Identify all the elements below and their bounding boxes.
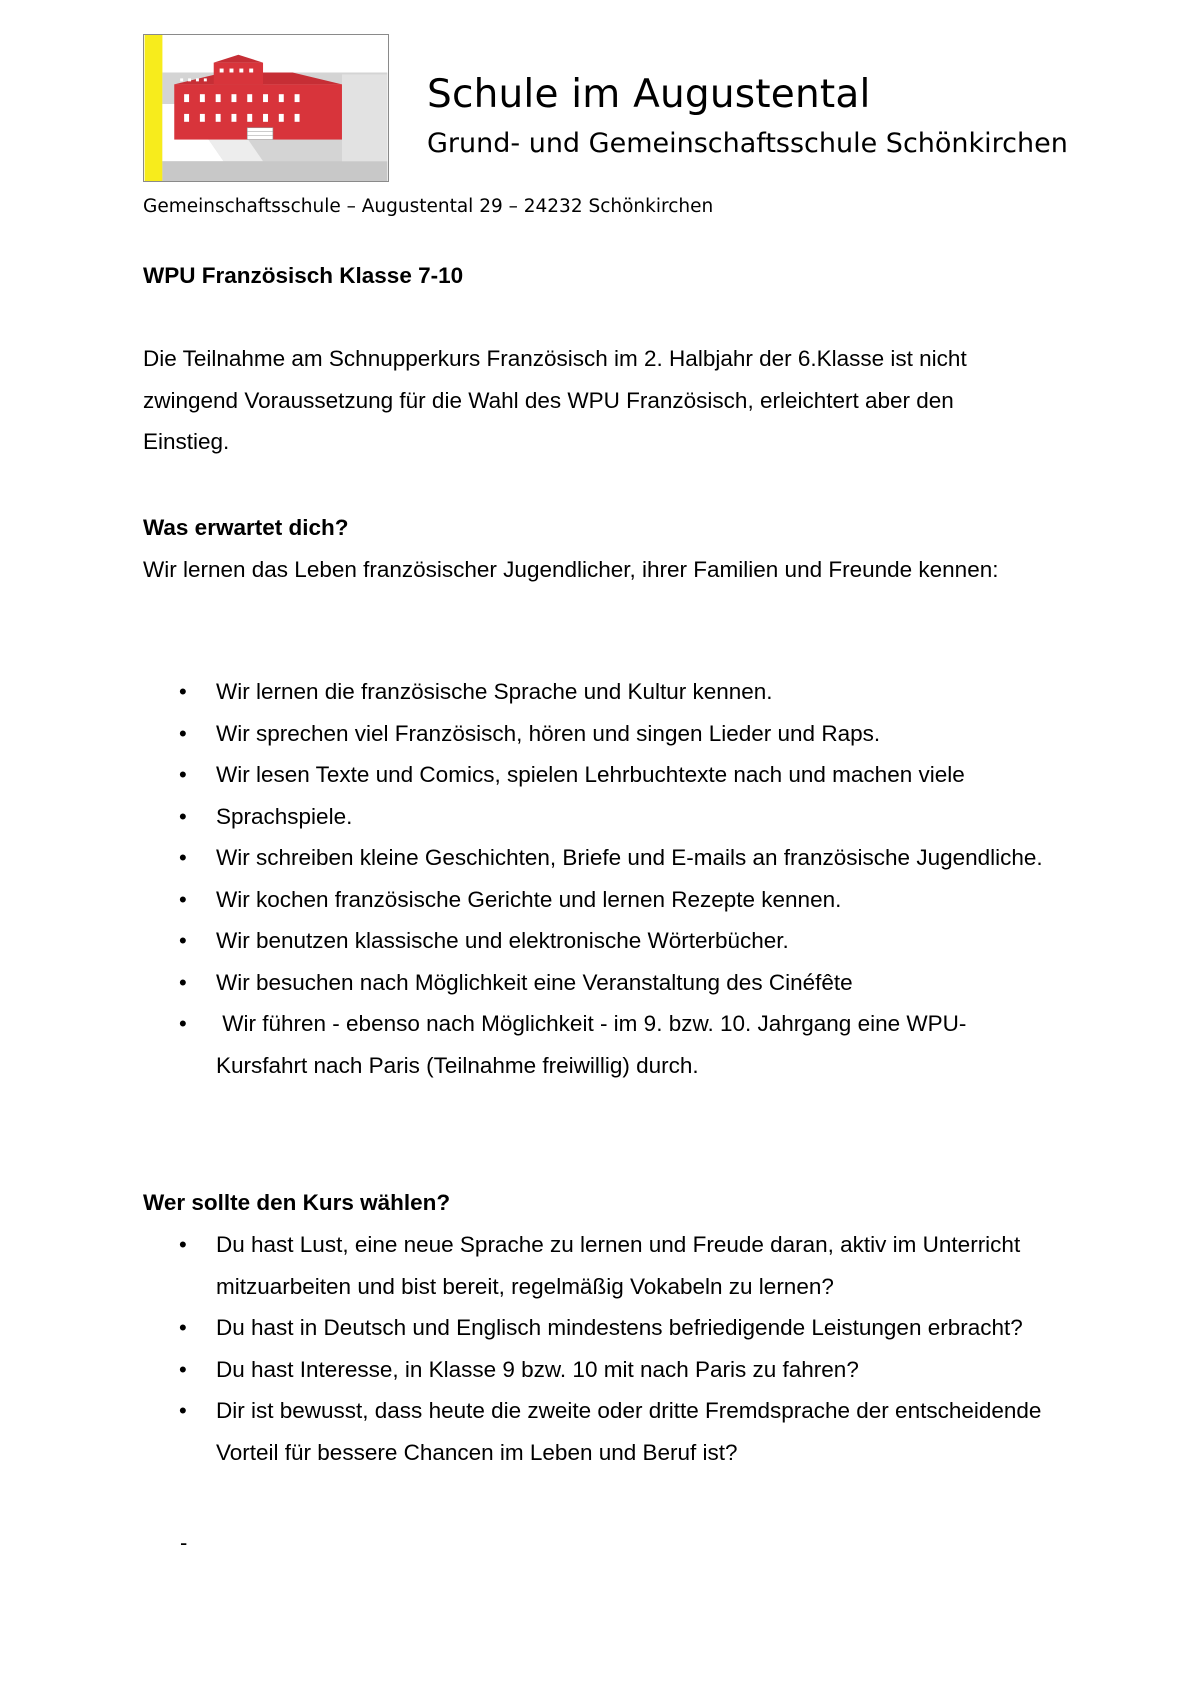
list-item: • Wir besuchen nach Möglichkeit eine Veranstaltung des Cinéfête — [143, 962, 1043, 1004]
bullet-icon: • — [179, 762, 187, 787]
section-heading-expectations: Was erwartet dich? — [143, 515, 349, 540]
trailing-dash: - — [180, 1530, 188, 1555]
school-type: Grund- und Gemeinschaftsschule Schönkirchen — [427, 128, 1068, 159]
school-building-icon — [144, 35, 388, 181]
section-intro-expectations: Wir lernen das Leben französischer Jugendlicher, ihrer Familien und Freunde kennen: — [143, 557, 999, 582]
intro-paragraph: Die Teilnahme am Schnupperkurs Französisch im 2. Halbjahr der 6.Klasse ist nicht zwingend Voraussetzung für die Wahl des WPU Französisch, erleichtert aber den Einstieg. — [143, 346, 967, 454]
list-item: • Wir lernen die französische Sprache und Kultur kennen. — [143, 671, 1043, 713]
list-item: • Wir benutzen klassische und elektronische Wörterbücher. — [143, 920, 1043, 962]
list-item: • Wir führen - ebenso nach Möglichkeit - im 9. bzw. 10. Jahrgang eine WPU-Kursfahrt nach Paris (Teilnahme freiwillig) durch. — [143, 1003, 1043, 1086]
bullet-icon: • — [179, 1398, 187, 1423]
bullet-icon: • — [179, 1356, 187, 1382]
bullet-icon: • — [179, 1232, 187, 1257]
bullet-icon: • — [179, 803, 187, 829]
list-item: • Du hast in Deutsch und Englisch mindestens befriedigende Leistungen erbracht? — [143, 1307, 1043, 1349]
bullet-icon: • — [179, 1315, 187, 1340]
list-item: • Sprachspiele. — [143, 796, 1043, 838]
list-item: • Du hast Interesse, in Klasse 9 bzw. 10 mit nach Paris zu fahren? — [143, 1349, 1043, 1391]
school-address: Gemeinschaftsschule – Augustental 29 – 24232 Schönkirchen — [143, 196, 714, 217]
school-name: Schule im Augustental — [427, 72, 871, 117]
document-title: WPU Französisch Klasse 7-10 — [143, 263, 464, 288]
bullet-icon: • — [179, 886, 187, 912]
bullet-icon: • — [179, 679, 187, 704]
bullet-icon: • — [179, 1011, 187, 1036]
section-heading-who-should-choose: Wer sollte den Kurs wählen? — [143, 1190, 451, 1215]
list-item: • Wir sprechen viel Französisch, hören und singen Lieder und Raps. — [143, 713, 1043, 755]
bullet-icon: • — [179, 720, 187, 746]
bullet-icon: • — [179, 845, 187, 870]
list-item: • Wir lesen Texte und Comics, spielen Lehrbuchtexte nach und machen viele — [143, 754, 1043, 796]
list-item: • Wir kochen französische Gerichte und lernen Rezepte kennen. — [143, 879, 1043, 921]
list-item: • Dir ist bewusst, dass heute die zweite oder dritte Fremdsprache der entscheidende Vorteil für bessere Chancen im Leben und Beruf ist? — [143, 1390, 1043, 1473]
who-should-choose-list — [143, 1224, 1043, 1473]
list-item: • Du hast Lust, eine neue Sprache zu lernen und Freude daran, aktiv im Unterricht mitzuarbeiten und bist bereit, regelmäßig Vokabeln zu lernen? — [143, 1224, 1043, 1307]
school-logo — [143, 34, 389, 182]
expectations-list — [143, 671, 1043, 1086]
list-item: • Wir schreiben kleine Geschichten, Briefe und E-mails an französische Jugendliche. — [143, 837, 1043, 879]
bullet-icon: • — [179, 928, 187, 953]
bullet-icon: • — [179, 969, 187, 995]
